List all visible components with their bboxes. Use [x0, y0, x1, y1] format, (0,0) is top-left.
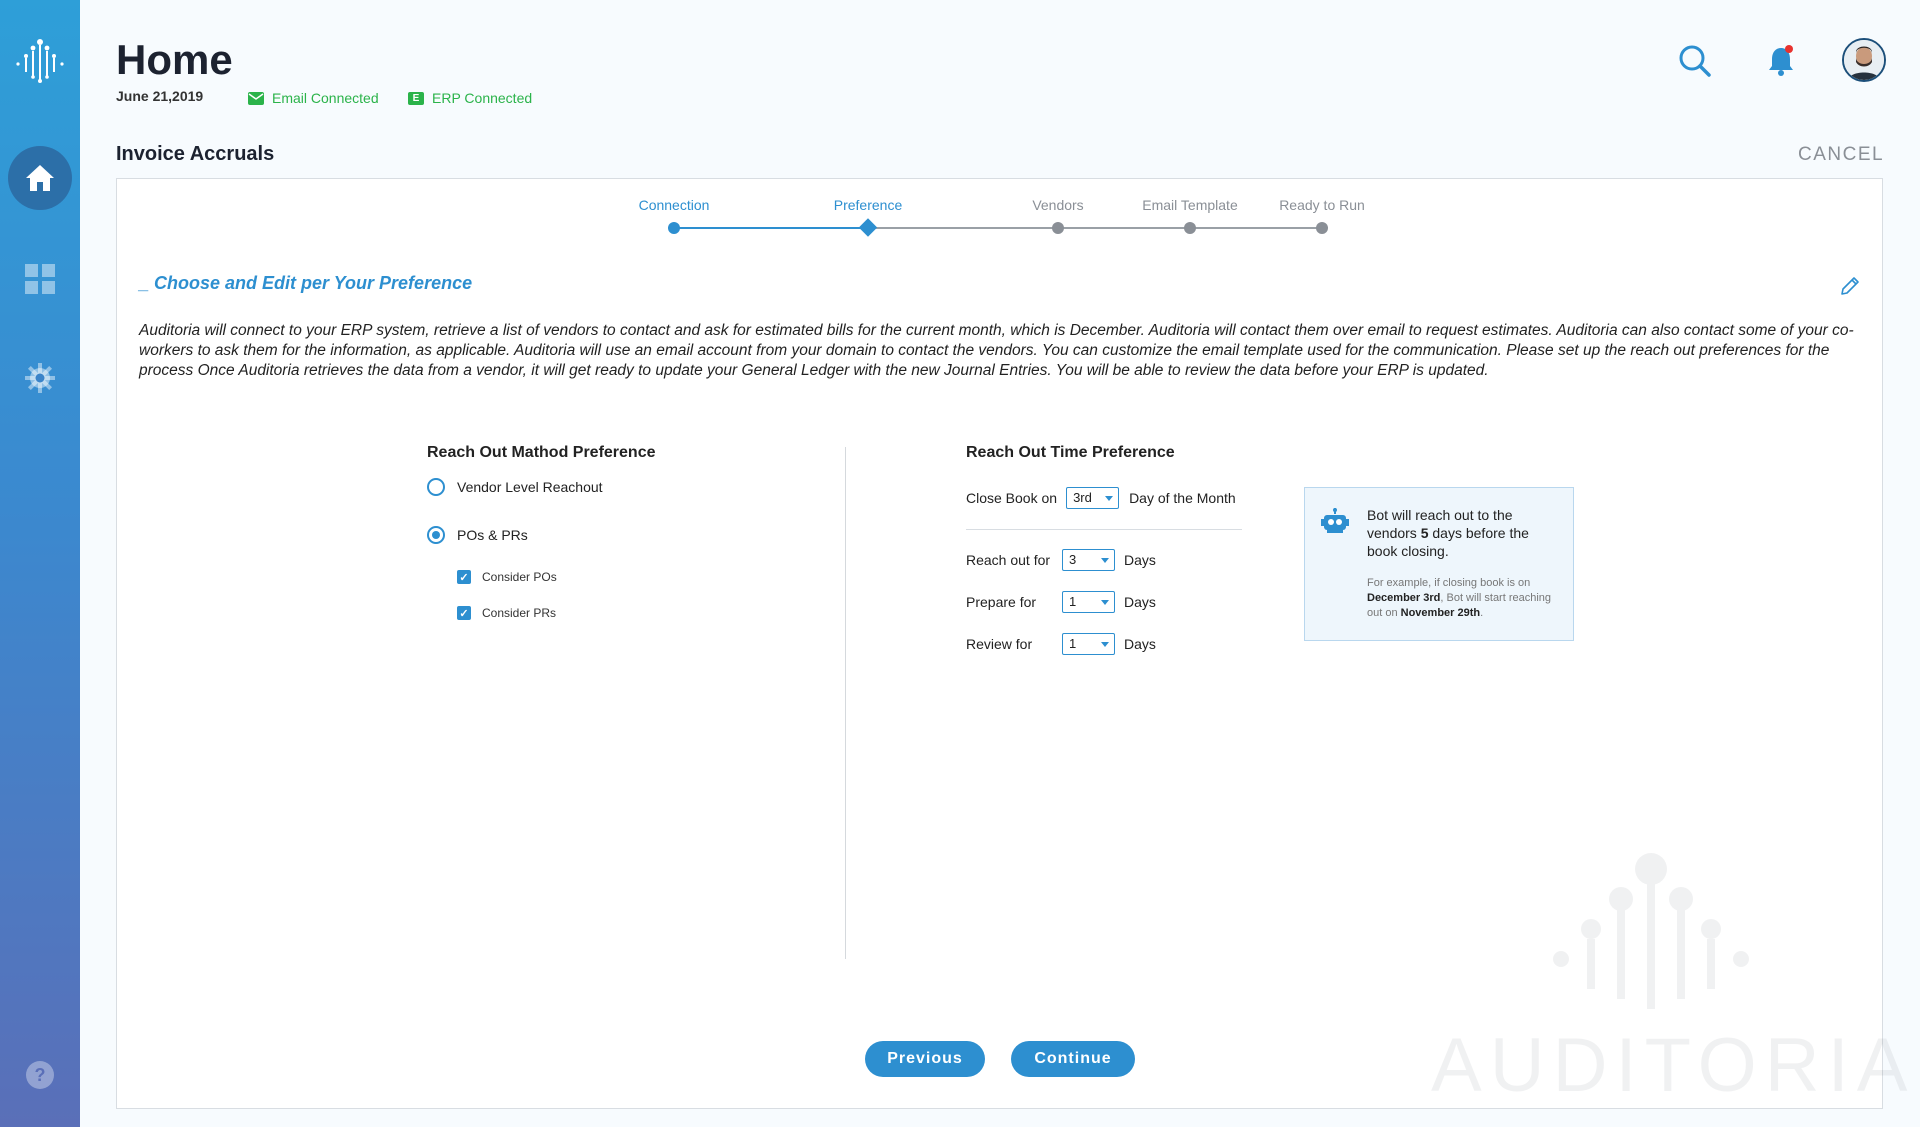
erp-icon: E	[408, 92, 424, 105]
checkbox-label: Consider POs	[482, 570, 557, 584]
sidebar-item-home[interactable]	[8, 146, 72, 210]
days-unit: Days	[1124, 636, 1156, 652]
email-status	[248, 90, 379, 106]
checkbox-label: Consider PRs	[482, 606, 557, 620]
step-label-ready-to-run[interactable]: Ready to Run	[1279, 197, 1365, 213]
radio-button[interactable]	[427, 478, 445, 496]
process-description: Auditoria will connect to your ERP system, retrieve a list of vendors to contact and ask for estimated bills for the current month, which is December. Auditoria will contact them over email to request estimates. Auditoria can also contact some of your co-workers to ask them for the information, as applicable. Auditoria will use an email account from your domain to contact the vendors. You can customize the email template used for the communication. Please set up the reach out preferences for the process Once Auditoria retrieves the data from a vendor, it will get ready to update your General Ledger with the new Journal Entries. You will be able to review the data before your ERP is updated.	[139, 322, 1854, 379]
grid-icon[interactable]	[25, 264, 55, 294]
preference-heading: _ Choose and Edit per Your Preference	[139, 273, 473, 293]
review-label: Review for	[966, 636, 1033, 652]
reach-out-row	[966, 549, 1156, 571]
reach-out-value: 3	[1069, 552, 1077, 567]
radio-label: POs & PRs	[457, 527, 528, 543]
watermark-text: AUDITORIA	[1431, 1023, 1916, 1108]
sidebar	[0, 0, 80, 1127]
robot-icon	[1321, 508, 1349, 534]
prepare-select[interactable]	[1062, 591, 1115, 613]
pencil-icon[interactable]	[1839, 275, 1861, 297]
stepper-line-pending	[868, 227, 1326, 229]
home-icon	[24, 163, 56, 193]
search-icon[interactable]	[1678, 44, 1712, 78]
reach-out-select[interactable]	[1062, 549, 1115, 571]
time-preference-title: Reach Out Time Preference	[966, 444, 1175, 461]
bot-info-box	[1304, 487, 1574, 641]
step-marker-connection[interactable]	[668, 222, 680, 234]
step-marker-email-template[interactable]	[1184, 222, 1196, 234]
days-unit: Days	[1124, 552, 1156, 568]
envelope-icon	[248, 92, 264, 105]
step-label-vendors[interactable]: Vendors	[1032, 197, 1084, 213]
bot-info-example: For example, if closing book is on December 3rd, Bot will start reaching out on November 29th.	[1367, 577, 1552, 619]
days-unit: Days	[1124, 594, 1156, 610]
continue-button[interactable]: Continue	[1011, 1041, 1135, 1077]
erp-status	[408, 90, 532, 106]
reach-out-label: Reach out for	[966, 552, 1051, 568]
prepare-label: Prepare for	[966, 594, 1037, 610]
bell-icon[interactable]	[1766, 44, 1796, 78]
step-label-connection[interactable]: Connection	[638, 197, 710, 213]
step-marker-ready-to-run[interactable]	[1316, 222, 1328, 234]
review-row	[966, 633, 1156, 655]
help-icon[interactable]: ?	[26, 1061, 54, 1089]
method-preference-title: Reach Out Mathod Preference	[427, 444, 656, 461]
column-divider	[845, 447, 846, 959]
page-title: Home	[116, 36, 233, 83]
section-title: Invoice Accruals	[116, 143, 275, 165]
avatar[interactable]	[1842, 38, 1886, 82]
radio-vendor-level[interactable]	[427, 478, 603, 496]
checkbox-checked[interactable]: ✓	[457, 570, 471, 584]
step-marker-vendors[interactable]	[1052, 222, 1064, 234]
close-book-value: 3rd	[1073, 490, 1092, 505]
prepare-row	[966, 591, 1156, 613]
checkbox-checked[interactable]: ✓	[457, 606, 471, 620]
auditoria-watermark	[1431, 819, 1916, 1109]
bot-days-value: 5	[1420, 525, 1429, 541]
close-book-suffix: Day of the Month	[1129, 490, 1236, 506]
previous-button[interactable]: Previous	[865, 1041, 985, 1077]
auditoria-logo-icon[interactable]	[12, 36, 68, 86]
bot-info-text: Bot will reach out to the vendors 5 days before the book closing.	[1367, 507, 1529, 559]
stepper-line-complete	[674, 227, 868, 229]
page-date: June 21,2019	[116, 88, 204, 104]
progress-stepper	[117, 179, 1882, 249]
checkbox-consider-pos[interactable]	[457, 570, 557, 584]
radio-button-selected[interactable]	[427, 526, 445, 544]
checkbox-consider-prs[interactable]	[457, 606, 556, 620]
chevron-down-icon	[1101, 642, 1109, 647]
prepare-value: 1	[1069, 594, 1077, 609]
radio-label: Vendor Level Reachout	[457, 479, 603, 495]
chevron-down-icon	[1105, 496, 1113, 501]
close-book-row	[966, 487, 1236, 509]
step-label-preference[interactable]: Preference	[833, 197, 903, 213]
cancel-button[interactable]: CANCEL	[1798, 144, 1885, 165]
auditoria-logo-icon	[1431, 819, 1871, 1019]
step-label-email-template[interactable]: Email Template	[1142, 197, 1238, 213]
review-value: 1	[1069, 636, 1077, 651]
erp-status-label: ERP Connected	[432, 90, 533, 106]
chevron-down-icon	[1101, 600, 1109, 605]
chevron-down-icon	[1101, 558, 1109, 563]
review-select[interactable]	[1062, 633, 1115, 655]
step-marker-preference[interactable]	[859, 218, 877, 236]
close-book-select[interactable]	[1066, 487, 1119, 509]
section-divider	[966, 529, 1242, 530]
preference-card	[116, 178, 1916, 1109]
radio-pos-prs[interactable]	[427, 526, 528, 544]
close-book-label: Close Book on	[966, 490, 1058, 506]
email-status-label: Email Connected	[272, 90, 379, 106]
gear-icon[interactable]	[24, 362, 56, 394]
